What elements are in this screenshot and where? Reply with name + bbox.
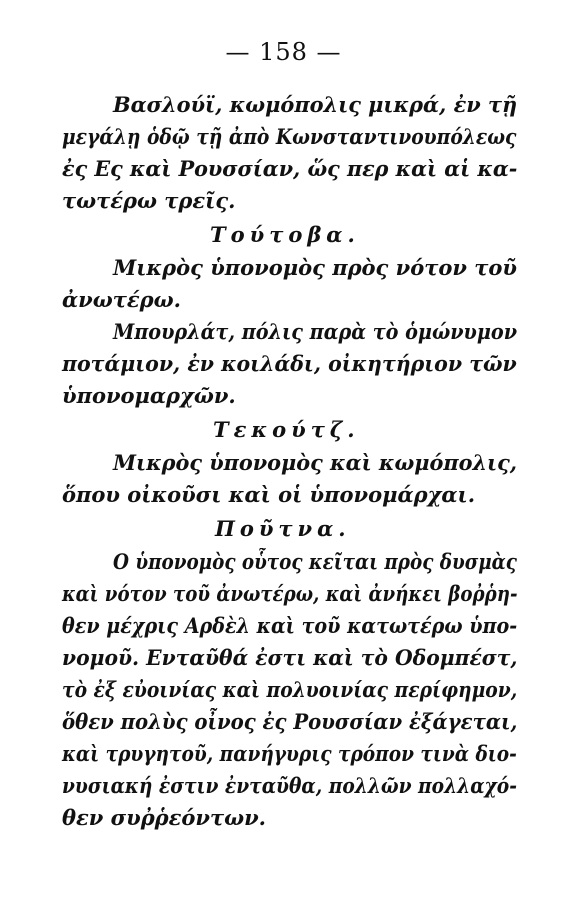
text-line: ἀνωτέρω. xyxy=(62,287,181,312)
section-heading: Τούτοβα. xyxy=(210,222,360,247)
text-line: τωτέρω τρεῖς. xyxy=(62,188,236,213)
section-heading: Τεκούτζ. xyxy=(213,417,360,442)
page-number: — 158 — xyxy=(225,38,342,66)
text-line: τὸ ἐξ εὐοινίας καὶ πολυοινίας περίφημον, xyxy=(62,677,518,702)
section-heading: Ποῦτνα. xyxy=(215,516,351,541)
text-line: ποτάμιον, ἐν κοιλάδι, οἰκητήριον τῶν xyxy=(62,351,517,376)
text-line: Μπουρλάτ, πόλις παρὰ τὸ ὁμώνυμον xyxy=(113,319,518,344)
text-line: καὶ τρυγητοῦ, πανήγυρις τρόπον τινὰ διο- xyxy=(62,741,517,766)
text-line: νυσιακή ἐστιν ἐνταῦθα, πολλῶν πολλαχό- xyxy=(62,773,517,798)
text-line: ὑπονομαρχῶν. xyxy=(62,383,236,408)
text-line: Μικρὸς ὑπονομὸς πρὸς νότον τοῦ xyxy=(113,255,517,280)
text-line: Βασλούϊ, κωμόπολις μικρά, ἐν τῇ xyxy=(113,92,518,117)
text-line: ὅθεν πολὺς οἶνος ἐς Ρουσσίαν ἐξάγεται, xyxy=(62,709,518,734)
text-line: Ο ὑπονομὸς οὗτος κεῖται πρὸς δυσμὰς xyxy=(113,549,517,574)
text-line: θεν μέχρις Αρδὲλ καὶ τοῦ κατωτέρω ὑπο- xyxy=(62,613,518,638)
text-line: ὅπου οἰκοῦσι καὶ οἱ ὑπονομάρχαι. xyxy=(62,482,476,507)
text-line: μεγάλῃ ὁδῷ τῇ ἀπὸ Κωνσταντινουπόλεως xyxy=(62,124,517,149)
text-line: ἐς Ες καὶ Ρουσσίαν, ὥς περ καὶ αἱ κα- xyxy=(62,156,518,181)
text-line: καὶ νότον τοῦ ἀνωτέρω, καὶ ἀνήκει βοῤῥη- xyxy=(62,581,518,606)
text-line: θεν συῤῥεόντων. xyxy=(62,805,266,830)
text-line: Μικρὸς ὑπονομὸς καὶ κωμόπολις, xyxy=(113,450,517,475)
text-line: νομοῦ. Ενταῦθά ἐστι καὶ τὸ Οδομπέστ, xyxy=(62,645,518,670)
